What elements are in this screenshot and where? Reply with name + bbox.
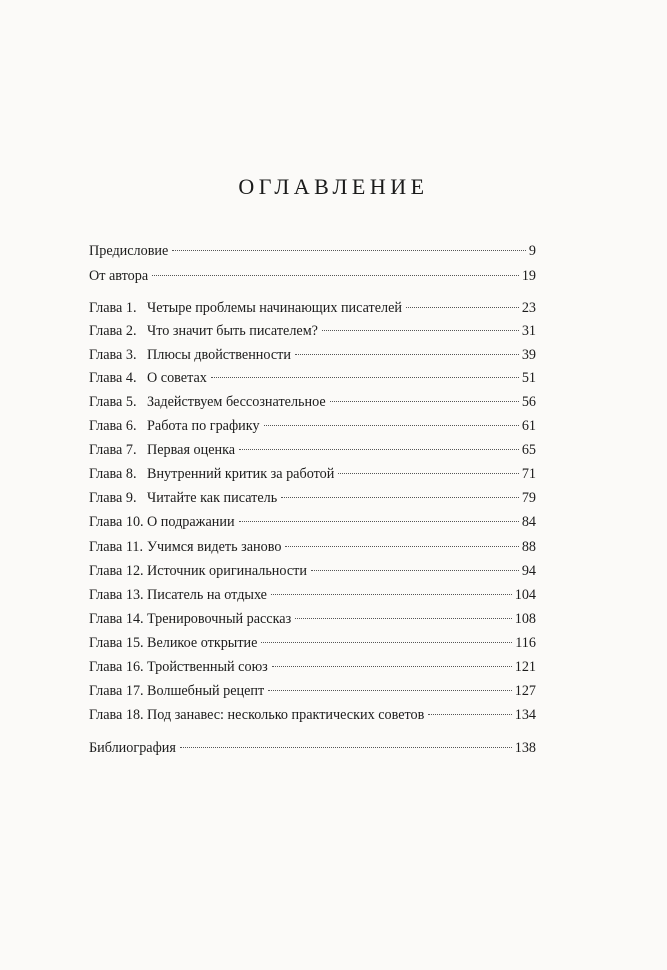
entry-title: Под занавес: несколько практических советов [147, 707, 425, 723]
toc-entry-chapter-13[interactable] [89, 585, 536, 605]
toc-entry-chapter-18[interactable] [89, 705, 536, 725]
page-number: 19 [521, 268, 536, 284]
dot-leader [285, 546, 518, 547]
toc-entry-author-note[interactable] [89, 266, 536, 286]
chapter-label: Глава 12. [89, 563, 144, 579]
dot-leader [239, 449, 519, 450]
chapter-label: Глава 10. [89, 514, 144, 530]
page-number: 39 [521, 347, 536, 363]
page-number: 121 [514, 659, 536, 675]
chapter-label: Глава 1. [89, 300, 137, 316]
chapter-label: Глава 6. [89, 418, 137, 434]
dot-leader [406, 307, 519, 308]
toc-entry-chapter-2[interactable] [89, 321, 536, 341]
chapter-label: Глава 13. [89, 587, 144, 603]
chapter-label: Глава 18. [89, 707, 144, 723]
page-number: 71 [521, 466, 536, 482]
page-number: 79 [521, 490, 536, 506]
entry-title: О советах [147, 370, 207, 386]
page-title: ОГЛАВЛЕНИЕ [238, 174, 429, 199]
toc-entry-chapter-10[interactable] [89, 512, 536, 532]
entry-title: Источник оригинальности [147, 563, 307, 579]
dot-leader [261, 642, 512, 643]
page-number: 104 [514, 587, 536, 603]
toc-entry-chapter-6[interactable] [89, 416, 536, 436]
chapter-label: Глава 2. [89, 323, 137, 339]
page-number: 84 [521, 514, 536, 530]
toc-entry-chapter-9[interactable] [89, 488, 536, 508]
entry-title: Плюсы двойственности [147, 347, 291, 363]
page-number: 51 [521, 370, 536, 386]
chapter-label: Глава 5. [89, 394, 137, 410]
entry-title: Волшебный рецепт [147, 683, 265, 699]
toc-entry-preface[interactable] [89, 241, 536, 261]
entry-title: Четыре проблемы начинающих писателей [147, 300, 403, 316]
dot-leader [172, 250, 526, 251]
toc-entry-chapter-1[interactable] [89, 298, 536, 318]
toc-entry-chapter-16[interactable] [89, 657, 536, 677]
toc-entry-chapter-8[interactable] [89, 464, 536, 484]
page-number: 31 [521, 323, 536, 339]
dot-leader [272, 666, 512, 667]
toc-entry-chapter-14[interactable] [89, 609, 536, 629]
entry-title: О подражании [147, 514, 235, 530]
page-number: 108 [514, 611, 536, 627]
dot-leader [330, 401, 519, 402]
dot-leader [311, 570, 519, 571]
dot-leader [271, 594, 512, 595]
chapter-label: Глава 9. [89, 490, 137, 506]
chapter-label: Глава 14. [89, 611, 144, 627]
chapter-label: Глава 17. [89, 683, 144, 699]
toc-entry-chapter-15[interactable] [89, 633, 536, 653]
page-number: 134 [514, 707, 536, 723]
dot-leader [295, 354, 519, 355]
page-number: 65 [521, 442, 536, 458]
entry-title: Читайте как писатель [147, 490, 278, 506]
entry-title: Писатель на отдыхе [147, 587, 267, 603]
dot-leader [211, 377, 519, 378]
toc-entry-chapter-5[interactable] [89, 392, 536, 412]
dot-leader [295, 618, 512, 619]
entry-title: Предисловие [89, 243, 169, 259]
dot-leader [268, 690, 511, 691]
page-number: 61 [521, 418, 536, 434]
toc-entry-chapter-12[interactable] [89, 561, 536, 581]
page-number: 116 [515, 635, 536, 651]
page-number: 9 [528, 243, 536, 259]
toc-entry-chapter-17[interactable] [89, 681, 536, 701]
entry-title: Первая оценка [147, 442, 236, 458]
entry-title: От автора [89, 268, 149, 284]
page-number: 127 [514, 683, 536, 699]
toc-entry-chapter-11[interactable] [89, 537, 536, 557]
entry-title: Внутренний критик за работой [147, 466, 335, 482]
entry-title: Работа по графику [147, 418, 260, 434]
dot-leader [239, 521, 519, 522]
dot-leader [338, 473, 519, 474]
chapter-label: Глава 15. [89, 635, 144, 651]
page-number: 88 [521, 539, 536, 555]
entry-title: Тренировочный рассказ [147, 611, 292, 627]
chapter-label: Глава 8. [89, 466, 137, 482]
page-number: 23 [521, 300, 536, 316]
entry-title: Учимся видеть заново [147, 539, 282, 555]
toc-entry-chapter-7[interactable] [89, 440, 536, 460]
toc-entry-chapter-3[interactable] [89, 345, 536, 365]
chapter-label: Глава 7. [89, 442, 137, 458]
entry-title: Библиография [89, 740, 176, 756]
chapter-label: Глава 4. [89, 370, 137, 386]
toc-entry-chapter-4[interactable] [89, 368, 536, 388]
entry-title: Что значит быть писателем? [147, 323, 318, 339]
dot-leader [322, 330, 519, 331]
page-number: 94 [521, 563, 536, 579]
entry-title: Задействуем бессознательное [147, 394, 326, 410]
chapter-label: Глава 11. [89, 539, 144, 555]
chapter-label: Глава 3. [89, 347, 137, 363]
dot-leader [264, 425, 519, 426]
dot-leader [180, 747, 512, 748]
page-number: 138 [514, 740, 536, 756]
dot-leader [281, 497, 519, 498]
page-number: 56 [521, 394, 536, 410]
entry-title: Тройственный союз [147, 659, 268, 675]
toc-entry-bibliography[interactable] [89, 738, 536, 758]
entry-title: Великое открытие [147, 635, 258, 651]
chapter-label: Глава 16. [89, 659, 144, 675]
dot-leader [152, 275, 519, 276]
dot-leader [428, 714, 511, 715]
